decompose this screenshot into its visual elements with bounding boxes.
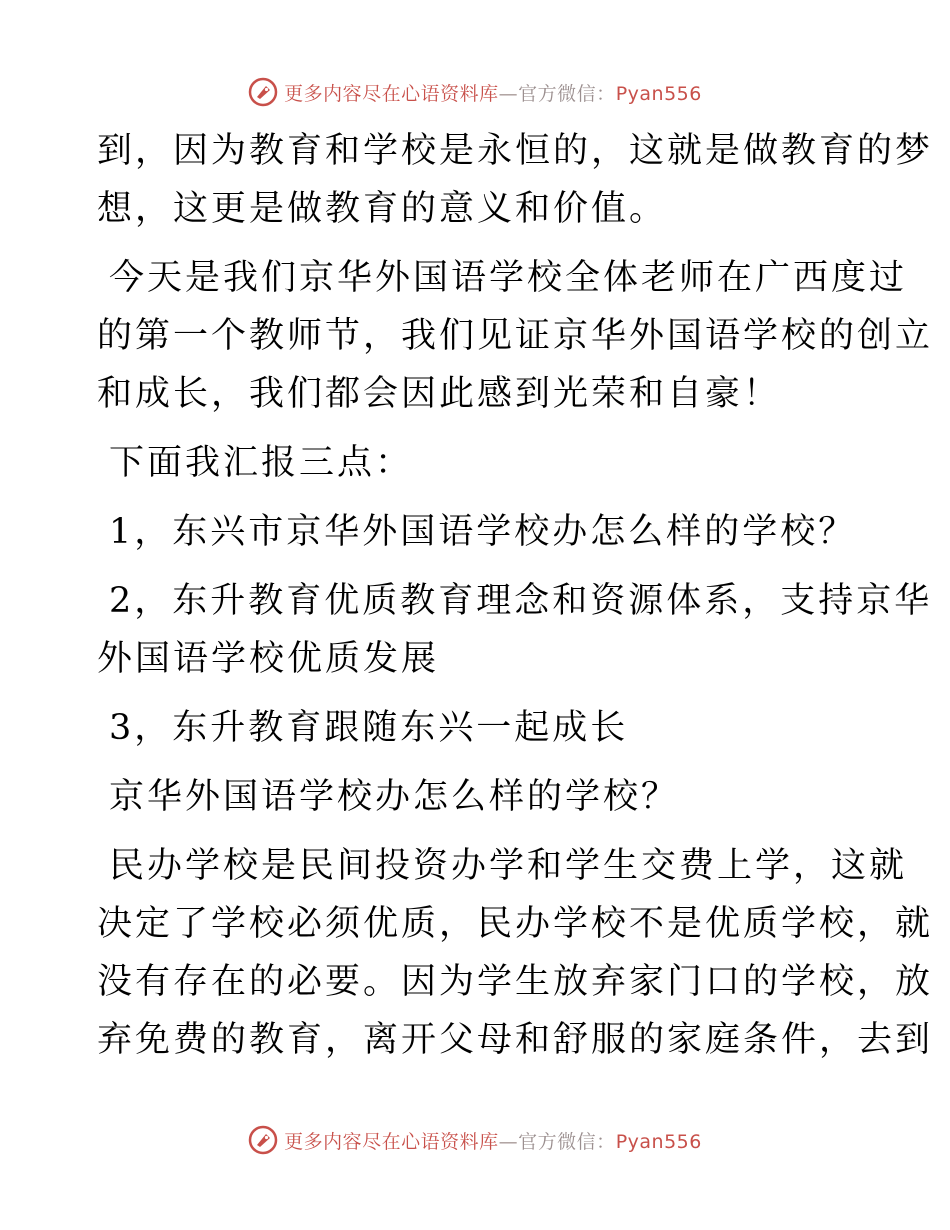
text-line: 想，这更是做教育的意义和价值。 [97,189,668,229]
watermark-label: 官方微信： [518,1130,616,1153]
text-line: 1，东兴市京华外国语学校办怎么样的学校？ [109,512,857,552]
watermark-separator: — [498,82,519,105]
watermark-main: 更多内容尽在心语资料库 [284,82,499,105]
text-line: 京华外国语学校办怎么样的学校？ [109,777,680,817]
watermark-separator: — [498,1130,519,1153]
list-item [97,503,857,561]
text-line: 的第一个教师节，我们见证京华外国语学校的创立 [97,316,934,356]
watermark-label: 官方微信： [518,82,616,105]
watermark-text [284,1127,702,1154]
paragraph [97,837,934,1069]
text-line: 外国语学校优质发展 [97,639,440,679]
header-watermark [0,72,950,112]
watermark-account: Pyan556 [615,1130,702,1153]
text-line: 下面我汇报三点： [109,443,414,483]
text-line: 弃免费的教育，离开父母和舒服的家庭条件，去到 [97,1020,934,1060]
list-item [97,572,933,688]
text-line: 今天是我们京华外国语学校全体老师在广西度过 [109,258,908,298]
watermark-account: Pyan556 [615,82,702,105]
pen-nib-logo-icon [248,77,278,107]
pen-nib-logo-icon [248,1125,278,1155]
text-line: 到，因为教育和学校是永恒的，这就是做教育的梦 [97,131,934,171]
text-line: 2，东升教育优质教育理念和资源体系，支持京华 [109,581,933,621]
list-item [97,699,857,757]
text-line: 3，东升教育跟随东兴一起成长 [109,708,629,748]
watermark-main: 更多内容尽在心语资料库 [284,1130,499,1153]
section-heading [97,768,857,826]
text-line: 决定了学校必须优质，民办学校不是优质学校，就 [97,904,934,944]
paragraph [97,122,934,238]
text-line: 和成长，我们都会因此感到光荣和自豪！ [97,374,782,414]
watermark-text [284,79,702,106]
text-line: 民办学校是民间投资办学和学生交费上学，这就 [109,846,908,886]
paragraph [97,434,857,492]
text-line: 没有存在的必要。因为学生放弃家门口的学校，放 [97,962,934,1002]
paragraph [97,249,934,423]
footer-watermark [0,1120,950,1160]
document-body [97,122,934,1080]
